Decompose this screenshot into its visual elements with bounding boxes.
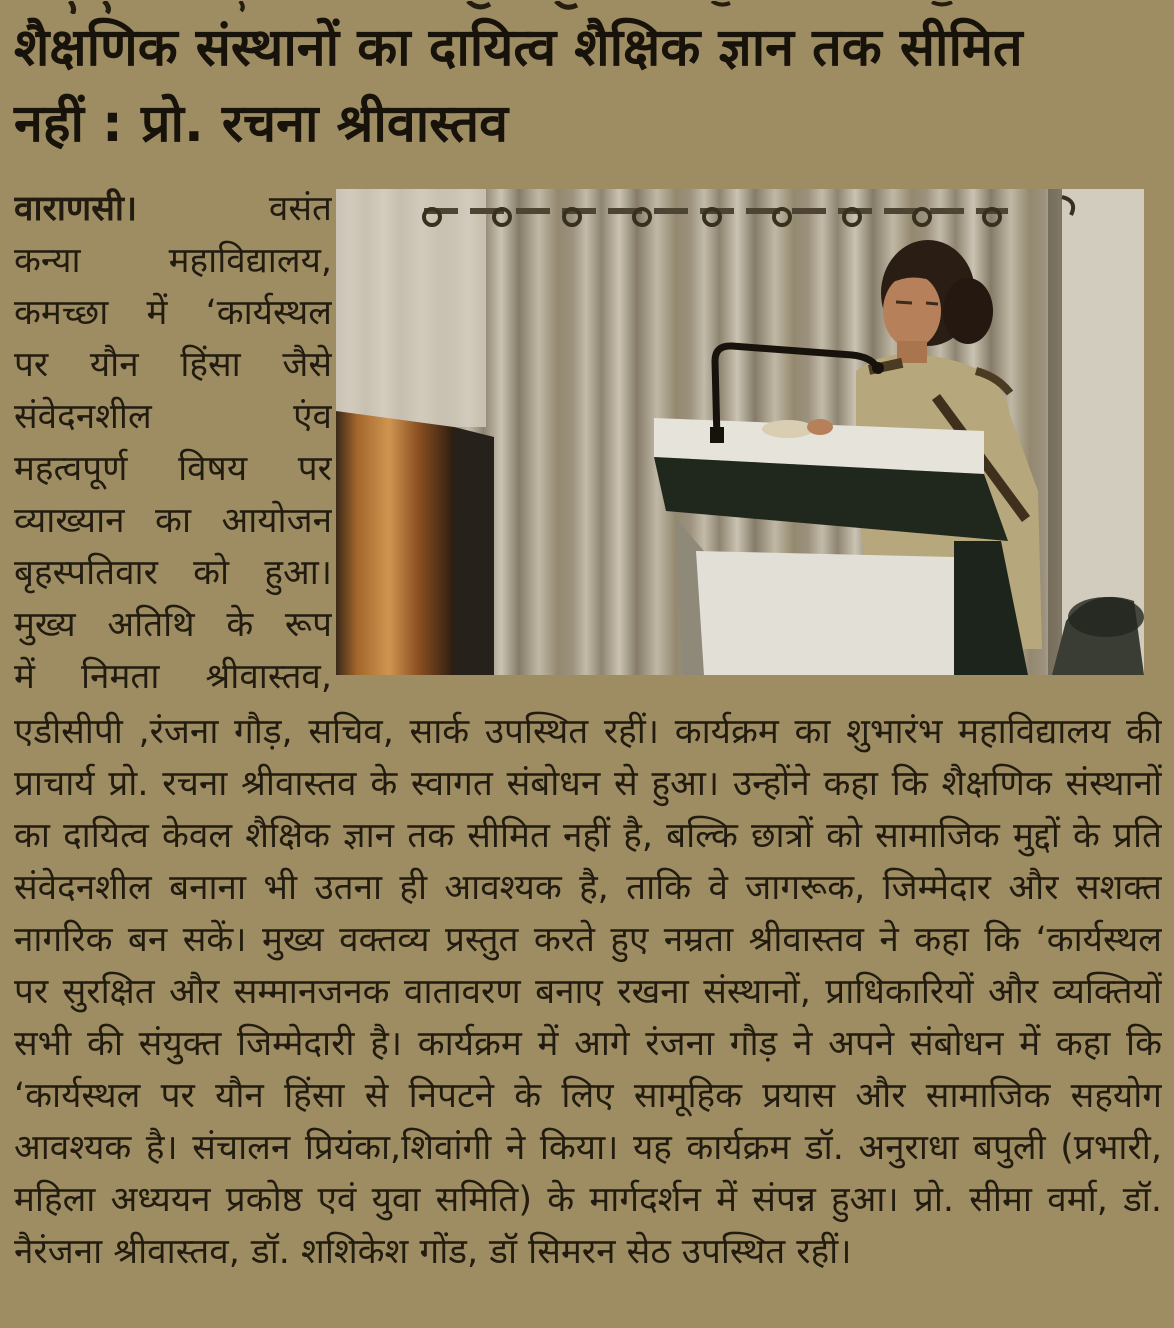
news-photo <box>336 189 1144 675</box>
body-line: में निमता श्रीवास्तव, <box>14 657 332 697</box>
body-line: आवश्यक है। संचालन प्रियंका,शिवांगी ने किया। यह कार्यक्रम डॉ. अनुराधा बपुली (प्रभारी, <box>14 1128 1162 1168</box>
paper-on-podium <box>762 420 814 438</box>
body-line: महिला अध्ययन प्रकोष्ठ एवं युवा समिति) के मार्गदर्शन में संपन्न हुआ। प्रो. सीमा वर्मा, डॉ. <box>14 1180 1162 1220</box>
body-line: नागरिक बन सकें। मुख्य वक्तव्य प्रस्तुत करते हुए नम्रता श्रीवास्तव ने कहा कि ‘कार्यस्थल <box>14 920 1162 960</box>
dateline: वाराणसी। <box>14 189 138 229</box>
body-line: मुख्य अतिथि के रूप <box>14 605 332 645</box>
body-line: पर सुरक्षित और सम्मानजनक वातावरण बनाए रखना संस्थानों, प्राधिकारियों और व्यक्तियों <box>14 972 1162 1012</box>
body-line: नैरंजना श्रीवास्तव, डॉ. शशिकेश गोंड, डॉ सिमरन सेठ उपस्थित रहीं। <box>14 1232 852 1272</box>
wood-panel <box>336 411 494 675</box>
headline-line-2: नहीं : प्रो. रचना श्रीवास्तव <box>14 94 509 154</box>
body-line: बृहस्पतिवार को हुआ। <box>14 553 332 593</box>
headline <box>14 10 1164 162</box>
body-line <box>14 183 332 235</box>
speaker-hair-bun <box>943 278 993 344</box>
body-line: पर यौन हिंसा जैसे <box>14 345 332 385</box>
article-body <box>14 706 1162 1278</box>
body-line: संवेदनशील एंव <box>14 397 332 437</box>
speaker-face <box>883 274 941 348</box>
article-left-column <box>14 183 332 703</box>
body-line: प्राचार्य प्रो. रचना श्रीवास्तव के स्वागत संबोधन से हुआ। उन्होंने कहा कि शैक्षणिक संस्थानों <box>14 764 1162 804</box>
body-line: सभी की संयुक्त जिम्मेदारी है। कार्यक्रम में आगे रंजना गौड़ ने अपने संबोधन में कहा कि <box>14 1024 1162 1064</box>
speaker-hand <box>807 419 833 435</box>
body-line: ‘कार्यस्थल पर यौन हिंसा से निपटने के लिए सामूहिक प्रयास और सामाजिक सहयोग <box>14 1076 1162 1116</box>
news-photo-illustration <box>336 189 1144 675</box>
body-line: एडीसीपी ,रंजना गौड़, सचिव, सार्क उपस्थित रहीं। कार्यक्रम का शुभारंभ महाविद्यालय की <box>14 712 1162 752</box>
body-line: का दायित्व केवल शैक्षिक ज्ञान तक सीमित नहीं है, बल्कि छात्रों को सामाजिक मुद्दों के प्रति <box>14 816 1162 856</box>
body-line-text: वसंत <box>268 189 332 229</box>
body-line: महत्वपूर्ण विषय पर <box>14 449 332 489</box>
body-line: कन्या महाविद्यालय, <box>14 241 332 281</box>
headline-line-1: शैक्षणिक संस्थानों का दायित्व शैक्षिक ज्ञान तक सीमित <box>14 18 1023 78</box>
body-line: व्याख्यान का आयोजन <box>14 501 332 541</box>
body-line: संवेदनशील बनाना भी उतना ही आवश्यक है, ताकि वे जागरूक, जिम्मेदार और सशक्त <box>14 868 1162 908</box>
body-line: कमच्छा में ‘कार्यस्थल <box>14 293 332 333</box>
